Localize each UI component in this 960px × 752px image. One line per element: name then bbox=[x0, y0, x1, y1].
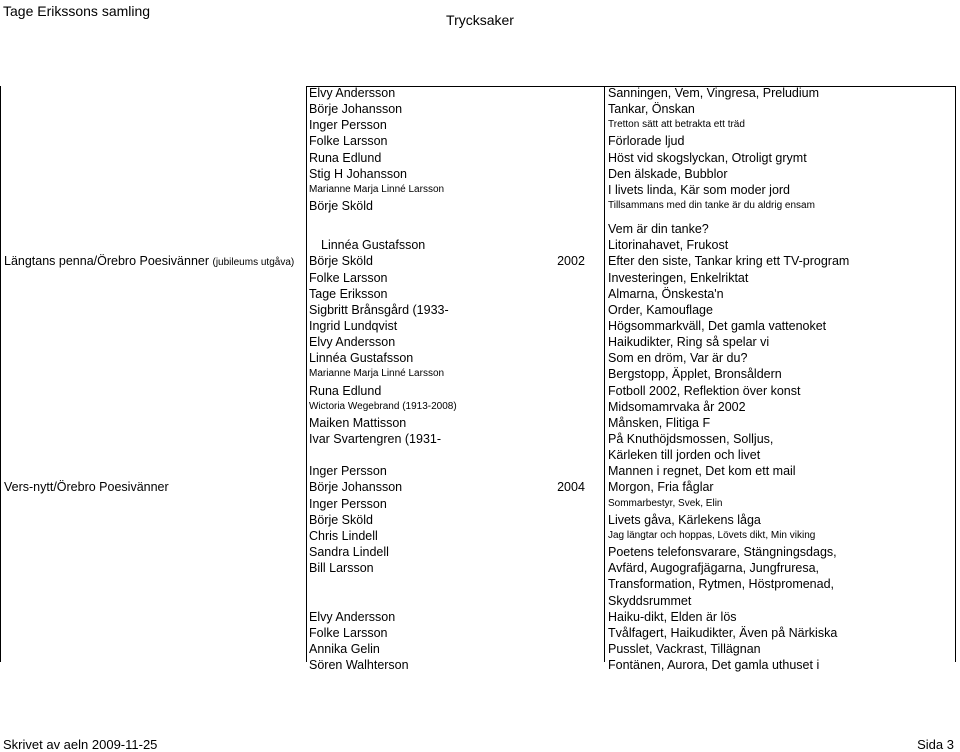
title-cell: Kärleken till jorden och livet bbox=[608, 448, 761, 463]
year-cell: 2004 bbox=[557, 480, 585, 495]
title-cell: Jag längtar och hoppas, Lövets dikt, Min viking bbox=[608, 529, 816, 541]
title-cell: Den älskade, Bubblor bbox=[608, 166, 728, 181]
table-row bbox=[0, 415, 960, 431]
author-cell: Stig H Johansson bbox=[309, 166, 407, 181]
title-cell: Pusslet, Vackrast, Tillägnan bbox=[608, 641, 761, 656]
table-row bbox=[0, 133, 960, 149]
author-cell: Runa Edlund bbox=[309, 383, 382, 398]
title-cell: På Knuthöjdsmossen, Solljus, bbox=[608, 432, 774, 446]
author-cell: Folke Larsson bbox=[309, 134, 388, 149]
author-cell: Folke Larsson bbox=[309, 625, 388, 640]
table-row bbox=[0, 166, 960, 182]
title-cell: Sanningen, Vem, Vingresa, Preludium bbox=[608, 86, 820, 100]
title-cell: Sommarbestyr, Svek, Elin bbox=[608, 497, 723, 509]
author-cell: Runa Edlund bbox=[309, 150, 382, 165]
author-cell: Annika Gelin bbox=[309, 641, 380, 656]
year-cell: 2002 bbox=[557, 254, 585, 269]
table-row bbox=[0, 318, 960, 334]
table-row bbox=[0, 221, 960, 237]
table-row bbox=[0, 544, 960, 560]
title-cell: Tretton sätt att betrakta ett träd bbox=[608, 119, 745, 131]
table-row bbox=[0, 350, 960, 366]
author-cell: Wictoria Wegebrand (1913-2008) bbox=[309, 400, 457, 412]
table-row bbox=[0, 625, 960, 641]
title-cell: Bergstopp, Äpplet, Bronsåldern bbox=[608, 367, 782, 382]
author-cell: Marianne Marja Linné Larsson bbox=[309, 368, 445, 380]
title-cell: Fontänen, Aurora, Det gamla uthuset i bbox=[608, 658, 820, 673]
table-row bbox=[0, 302, 960, 318]
author-cell: Ivar Svartengren (1931- bbox=[309, 432, 442, 446]
author-cell: Marianne Marja Linné Larsson bbox=[309, 183, 445, 195]
title-cell: Högsommarkväll, Det gamla vattenoket bbox=[608, 318, 827, 333]
author-cell: Bill Larsson bbox=[309, 561, 374, 576]
table-row bbox=[0, 528, 960, 544]
table-row bbox=[0, 657, 960, 673]
title-cell: Avfärd, Augografjägarna, Jungfruresa, bbox=[608, 561, 820, 576]
table-row bbox=[0, 609, 960, 625]
table-row bbox=[0, 198, 960, 220]
title-cell: Haikudikter, Ring så spelar vi bbox=[608, 335, 770, 350]
title-cell: Fotboll 2002, Reflektion över konst bbox=[608, 383, 801, 398]
table-row bbox=[0, 383, 960, 399]
table-row bbox=[0, 334, 960, 350]
table-row bbox=[0, 512, 960, 528]
title-cell: Almarna, Önskesta'n bbox=[608, 286, 724, 301]
title-cell: Livets gåva, Kärlekens låga bbox=[608, 512, 761, 527]
table-row bbox=[0, 366, 960, 382]
table-row bbox=[0, 253, 960, 269]
title-cell: Order, Kamouflage bbox=[608, 302, 713, 317]
title-cell: Tillsammans med din tanke är du aldrig ensam bbox=[608, 200, 815, 212]
author-cell: Sigbritt Brånsgård (1933- bbox=[309, 302, 449, 317]
table-row bbox=[0, 270, 960, 286]
table-row bbox=[0, 560, 960, 576]
author-cell: Linnéa Gustafsson bbox=[321, 238, 426, 253]
group-subtitle: (jubileums utgåva) bbox=[212, 257, 295, 269]
header-collection: Tage Erikssons samling bbox=[3, 3, 151, 19]
author-cell: Tage Eriksson bbox=[309, 286, 388, 301]
author-cell: Linnéa Gustafsson bbox=[309, 351, 414, 366]
table-row bbox=[0, 399, 960, 415]
title-cell: Tvålfagert, Haikudikter, Även på Närkiska bbox=[608, 625, 838, 640]
table-row bbox=[0, 431, 960, 447]
author-cell: Maiken Mattisson bbox=[309, 415, 407, 430]
author-cell: Sören Walhterson bbox=[309, 658, 409, 673]
author-cell: Inger Persson bbox=[309, 464, 387, 479]
table-row bbox=[0, 593, 960, 609]
table-row bbox=[0, 117, 960, 133]
author-cell: Inger Persson bbox=[309, 496, 387, 511]
table-row bbox=[0, 182, 960, 198]
table-row bbox=[0, 85, 960, 101]
title-cell: Investeringen, Enkelriktat bbox=[608, 270, 749, 285]
table-row bbox=[0, 286, 960, 302]
author-cell: Chris Lindell bbox=[309, 528, 378, 543]
table-row bbox=[0, 463, 960, 479]
title-cell: Mannen i regnet, Det kom ett mail bbox=[608, 464, 796, 479]
author-cell: Börje Johansson bbox=[309, 480, 403, 495]
title-cell: Vem är din tanke? bbox=[608, 222, 709, 237]
table-row bbox=[0, 576, 960, 592]
table-row bbox=[0, 479, 960, 495]
group-name: Vers-nytt/Örebro Poesivänner bbox=[4, 480, 169, 495]
title-cell: Som en dröm, Var är du? bbox=[608, 351, 748, 366]
author-cell: Inger Persson bbox=[309, 118, 387, 133]
table-row bbox=[0, 237, 960, 253]
table-row bbox=[0, 496, 960, 512]
title-cell: Månsken, Flitiga F bbox=[608, 415, 711, 430]
title-cell: Höst vid skogslyckan, Otroligt grymt bbox=[608, 150, 807, 165]
title-cell: Haiku-dikt, Elden är lös bbox=[608, 609, 737, 624]
table-row bbox=[0, 150, 960, 166]
table-row bbox=[0, 447, 960, 463]
table-row bbox=[0, 641, 960, 657]
title-cell: Efter den siste, Tankar kring ett TV-program bbox=[608, 254, 850, 269]
title-cell: Transformation, Rytmen, Höstpromenad, bbox=[608, 577, 835, 592]
author-cell: Elvy Andersson bbox=[309, 335, 396, 350]
author-cell: Elvy Andersson bbox=[309, 86, 396, 100]
header-section-title: Trycksaker bbox=[446, 12, 514, 28]
author-cell: Ingrid Lundqvist bbox=[309, 318, 398, 333]
title-cell: Skyddsrummet bbox=[608, 593, 692, 608]
author-cell: Sandra Lindell bbox=[309, 545, 389, 560]
footer-written-by: Skrivet av aeln 2009-11-25 bbox=[3, 737, 158, 752]
table-row bbox=[0, 101, 960, 117]
title-cell: Midsomamrvaka år 2002 bbox=[608, 399, 746, 414]
title-cell: Litorinahavet, Frukost bbox=[608, 238, 729, 253]
author-cell: Börje Sköld bbox=[309, 512, 373, 527]
author-cell: Folke Larsson bbox=[309, 270, 388, 285]
author-cell: Börje Sköld bbox=[309, 199, 373, 214]
title-cell: I livets linda, Kär som moder jord bbox=[608, 182, 791, 197]
author-cell: Elvy Andersson bbox=[309, 609, 396, 624]
group-name: Längtans penna/Örebro Poesivänner bbox=[4, 254, 210, 269]
footer-page-number: Sida 3 bbox=[917, 737, 954, 752]
title-cell: Morgon, Fria fåglar bbox=[608, 480, 714, 495]
author-cell: Börje Sköld bbox=[309, 254, 373, 269]
title-cell: Tankar, Önskan bbox=[608, 102, 695, 117]
title-cell: Poetens telefonsvarare, Stängningsdags, bbox=[608, 545, 837, 560]
author-cell: Börje Johansson bbox=[309, 102, 403, 117]
title-cell: Förlorade ljud bbox=[608, 134, 685, 149]
